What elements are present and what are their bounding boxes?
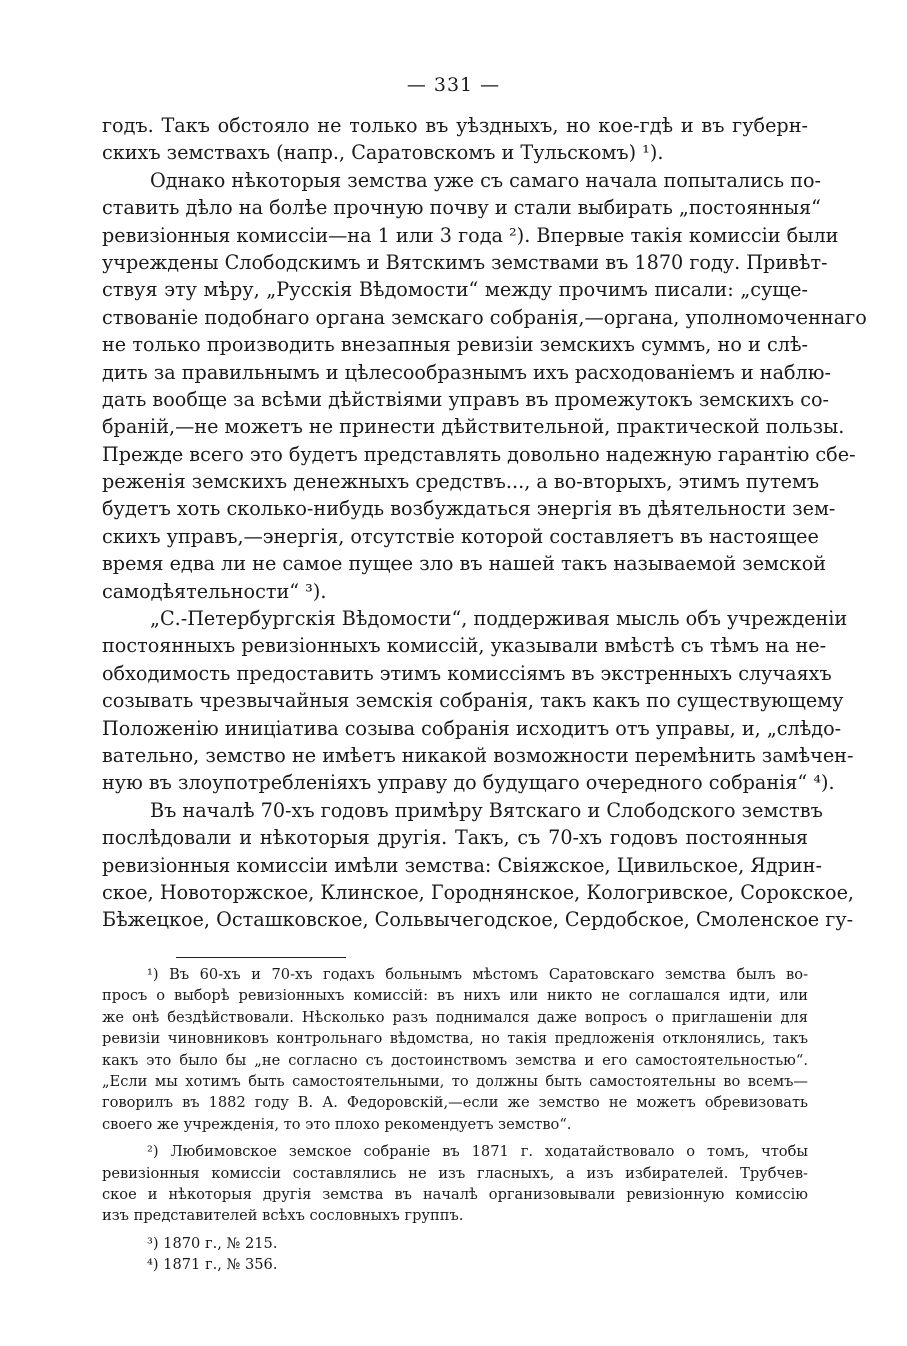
text-line: реженія земскихъ денежныхъ средствъ..., а во-вторыхъ, этимъ путемъ bbox=[102, 470, 820, 494]
text-line: ставить дѣло на болѣе прочную почву и стали выбирать „постоянныя“ bbox=[102, 196, 821, 220]
text-line: созывать чрезвычайныя земскія собранія, такъ какъ по существующему bbox=[102, 689, 844, 713]
text-line: Въ началѣ 70-хъ годовъ примѣру Вятскаго и Слободского земствъ bbox=[150, 798, 823, 822]
text-line: скихъ земствахъ (напр., Саратовскомъ и Тульскомъ) ¹). bbox=[102, 141, 664, 165]
text-line: будетъ хоть сколько-нибудь возбуждаться энергія въ дѣятельности зем- bbox=[102, 497, 836, 521]
text-line: ское, Новоторжское, Клинское, Городнянское, Кологривское, Сорокское, bbox=[102, 880, 855, 904]
footnote-line: ревизіи чиновниковъ контрольнаго вѣдомства, но такія предложенія отклонялись, такъ bbox=[102, 1030, 808, 1048]
text-line: вательно, земство не имѣетъ никакой возможности перемѣнить замѣчен- bbox=[102, 743, 854, 767]
footnotes bbox=[102, 964, 808, 1275]
footnote-line: какъ это было бы „не согласно съ достоинствомъ земства и его самостоятельностью“. bbox=[102, 1051, 808, 1069]
footnote-line: своего же учрежденія, то это плохо рекомендуетъ земство“. bbox=[102, 1115, 572, 1133]
page-number: — 331 — bbox=[406, 74, 501, 96]
text-line: самодѣятельности“ ³). bbox=[102, 579, 327, 603]
text-line: не только производить внезапныя ревизіи земскихъ суммъ, но и слѣ- bbox=[102, 333, 808, 357]
footnote-line: ²) Любимовское земское собраніе въ 1871 г. ходатайствовало о томъ, чтобы bbox=[147, 1143, 808, 1161]
text-line: учреждены Слободскимъ и Вятскимъ земствами въ 1870 году. Привѣт- bbox=[102, 250, 828, 274]
text-line: Прежде всего это будетъ представлять довольно надежную гарантію сбе- bbox=[102, 442, 856, 466]
text-line: обходимость предоставить этимъ комиссіямъ въ экстренныхъ случаяхъ bbox=[102, 661, 832, 685]
footnote-line: ⁴) 1871 г., № 356. bbox=[147, 1256, 278, 1274]
text-line: „С.-Петербургскія Вѣдомости“, поддерживая мысль объ учрежденіи bbox=[150, 607, 848, 631]
footnote-line: изъ представителей всѣхъ сословныхъ группъ. bbox=[102, 1207, 464, 1225]
footnote-line: ское и нѣкоторыя другія земства въ началѣ организовывали ревизіонную комиссію bbox=[102, 1185, 808, 1203]
text-line: ствуя эту мѣру, „Русскія Вѣдомости“ между прочимъ писали: „суще- bbox=[102, 278, 808, 302]
text-line: скихъ управъ,—энергія, отсутствіе которой составляетъ въ настоящее bbox=[102, 524, 819, 548]
footnote-line: ¹) Въ 60-хъ и 70-хъ годахъ больнымъ мѣстомъ Саратовскаго земства былъ во- bbox=[147, 966, 808, 983]
text-line: послѣдовали и нѣкоторыя другія. Такъ, съ 70-хъ годовъ постоянныя bbox=[102, 826, 808, 850]
footnote-line: просъ о выборѣ ревизіонныхъ комиссій: въ нихъ или никто не соглашался идти, или bbox=[102, 987, 808, 1005]
text-line: ревизіонныя комиссіи—на 1 или 3 года ²). Впервые такія комиссіи были bbox=[102, 223, 839, 247]
footnote-line: говорилъ въ 1882 году В. А. Федоровскій,—если же земство не можетъ обревизовать bbox=[102, 1094, 808, 1112]
text-line: Положенію иниціатива созыва собранія исходитъ отъ управы, и, „слѣдо- bbox=[102, 716, 842, 740]
text-line: Бѣжецкое, Осташковское, Сольвычегодское, Сердобское, Смоленское гу- bbox=[102, 908, 854, 932]
text-line: Однако нѣкоторыя земства уже съ самаго начала попытались по- bbox=[150, 168, 822, 192]
text-line: ную въ злоупотребленіяхъ управу до будущаго очередного собранія“ ⁴). bbox=[102, 771, 835, 795]
text-line: ревизіонныя комиссіи имѣли земства: Свіяжское, Цивильское, Ядрин- bbox=[102, 853, 822, 877]
footnote-line: „Если мы хотимъ быть самостоятельными, то должны быть самостоятельны во всемъ— bbox=[102, 1072, 808, 1090]
text-line: дить за правильнымъ и цѣлесообразнымъ ихъ расходованіемъ и наблю- bbox=[102, 360, 831, 384]
footnote-line: ³) 1870 г., № 215. bbox=[147, 1234, 278, 1252]
text-line: время едва ли не самое пущее зло въ нашей такъ называемой земской bbox=[102, 552, 827, 576]
text-line: постоянныхъ ревизіонныхъ комиссій, указывали вмѣстѣ съ тѣмъ на не- bbox=[102, 634, 827, 658]
text-line: браній,—не можетъ не принести дѣйствительной, практической пользы. bbox=[102, 415, 845, 439]
footnote-line: же онѣ бездѣйствовали. Нѣсколько разъ поднимался даже вопросъ о приглашеніи для bbox=[102, 1008, 808, 1026]
text-line: ствованіе подобнаго органа земскаго собранія,—органа, уполномоченнаго bbox=[102, 305, 867, 329]
text-line: годъ. Такъ обстояло не только въ уѣздныхъ, но кое-гдѣ и въ губерн- bbox=[102, 114, 808, 137]
footnote-line: ревизіонныя комиссіи составлялись не изъ гласныхъ, а изъ избирателей. Трубчев- bbox=[102, 1164, 808, 1182]
text-line: дать вообще за всѣми дѣйствіями управъ въ промежутокъ земскихъ со- bbox=[102, 387, 829, 411]
footnote-separator bbox=[176, 957, 346, 958]
main-text bbox=[102, 112, 867, 934]
